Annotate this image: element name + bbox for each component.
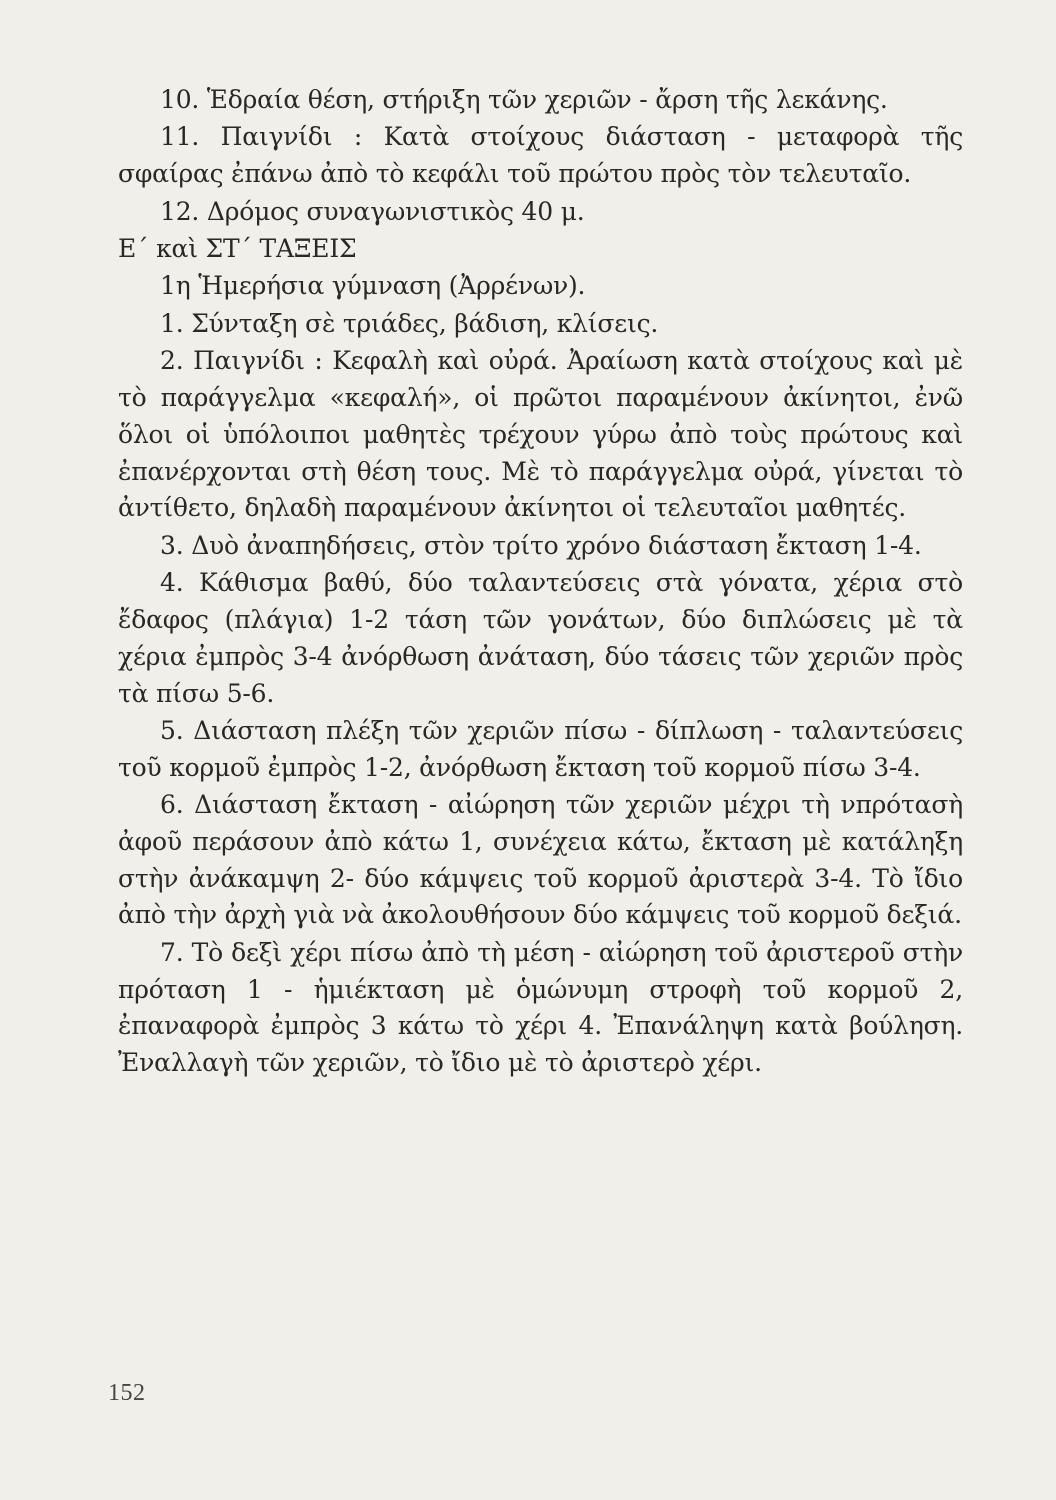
item-12: 12. Δρόμος συναγωνιστικὸς 40 μ. [160, 196, 585, 226]
exercise-2: 2. Παιγνίδι : Κεφαλὴ καὶ οὐρά. Ἀραίωση κατὰ στοίχους καὶ μὲ τὸ παράγγελμα «κεφαλή», οἱ πρῶτοι παραμένουν ἀκίνητοι, ἐνῶ ὅλοι οἱ ὑπόλοιποι μαθητὲς τρέχουν γύρω ἀπὸ τοὺς πρώτους καὶ ἐπανέρχονται στὴ θέση τους. Μὲ τὸ παράγγελμα οὐρά, γίνεται τὸ ἀντίθετο, δηλαδὴ παραμένουν ἀκίνητοι οἱ τελευταῖοι μαθητές. [118, 346, 963, 523]
exercise-7: 7. Τὸ δεξὶ χέρι πίσω ἀπὸ τὴ μέση - αἰώρηση τοῦ ἀριστεροῦ στὴν πρόταση 1 - ἡμιέκταση μὲ ὁμώνυμη στροφὴ τοῦ κορμοῦ 2, ἐπαναφορὰ ἐμπρὸς 3 κάτω τὸ χέρι 4. Ἐπανάληψη κατὰ βούληση. Ἐναλλαγὴ τῶν χεριῶν, τὸ ἴδιο μὲ τὸ ἀριστερὸ χέρι. [118, 937, 963, 1078]
exercise-6: 6. Διάσταση ἔκταση - αἰώρηση τῶν χεριῶν μέχρι τὴ νπρότασὴ ἀφοῦ περάσουν ἀπὸ κάτω 1, συνέχεια κάτω, ἔκταση μὲ κατάληξη στὴν ἀνάκαμψη 2- δύο κάμψεις τοῦ κορμοῦ ἀριστερὰ 3-4. Τὸ ἴδιο ἀπὸ τὴν ἀρχὴ γιὰ νὰ ἀκολουθήσουν δύο κάμψεις τοῦ κορμοῦ δεξιά. [118, 790, 963, 930]
section-heading: Ε΄ καὶ ΣΤ΄ ΤΑΞΕΙΣ [118, 233, 357, 263]
exercise-3: 3. Δυὸ ἀναπηδήσεις, στὸν τρίτο χρόνο διάσταση ἔκταση 1-4. [160, 530, 922, 560]
item-11: 11. Παιγνίδι : Κατὰ στοίχους διάσταση - μεταφορὰ τῆς σφαίρας ἐπάνω ἀπὸ τὸ κεφάλι τοῦ πρώτου πρὸς τὸν τελευταῖο. [118, 122, 963, 189]
exercise-5: 5. Διάσταση πλέξη τῶν χεριῶν πίσω - δίπλωση - ταλαντεύσεις τοῦ κορμοῦ ἐμπρὸς 1-2, ἀνόρθωση ἔκταση τοῦ κορμοῦ πίσω 3-4. [118, 715, 963, 782]
subheading: 1η Ἡμερήσια γύμναση (Ἀρρένων). [160, 271, 586, 301]
item-10: 10. Ἑδραία θέση, στήριξη τῶν χεριῶν - ἄρση τῆς λεκάνης. [160, 85, 888, 114]
page-number: 152 [108, 1380, 146, 1406]
exercise-1: 1. Σύνταξη σὲ τριάδες, βάδιση, κλίσεις. [160, 308, 659, 338]
exercise-4: 4. Κάθισμα βαθύ, δύο ταλαντεύσεις στὰ γόνατα, χέρια στὸ ἔδαφος (πλάγια) 1-2 τάση τῶν γονάτων, δύο διπλώσεις μὲ τὰ χέρια ἐμπρὸς 3-4 ἀνόρθωση ἀνάταση, δύο τάσεις τῶν χεριῶν πρὸς τὰ πίσω 5-6. [118, 568, 963, 708]
page-body [118, 82, 963, 1083]
